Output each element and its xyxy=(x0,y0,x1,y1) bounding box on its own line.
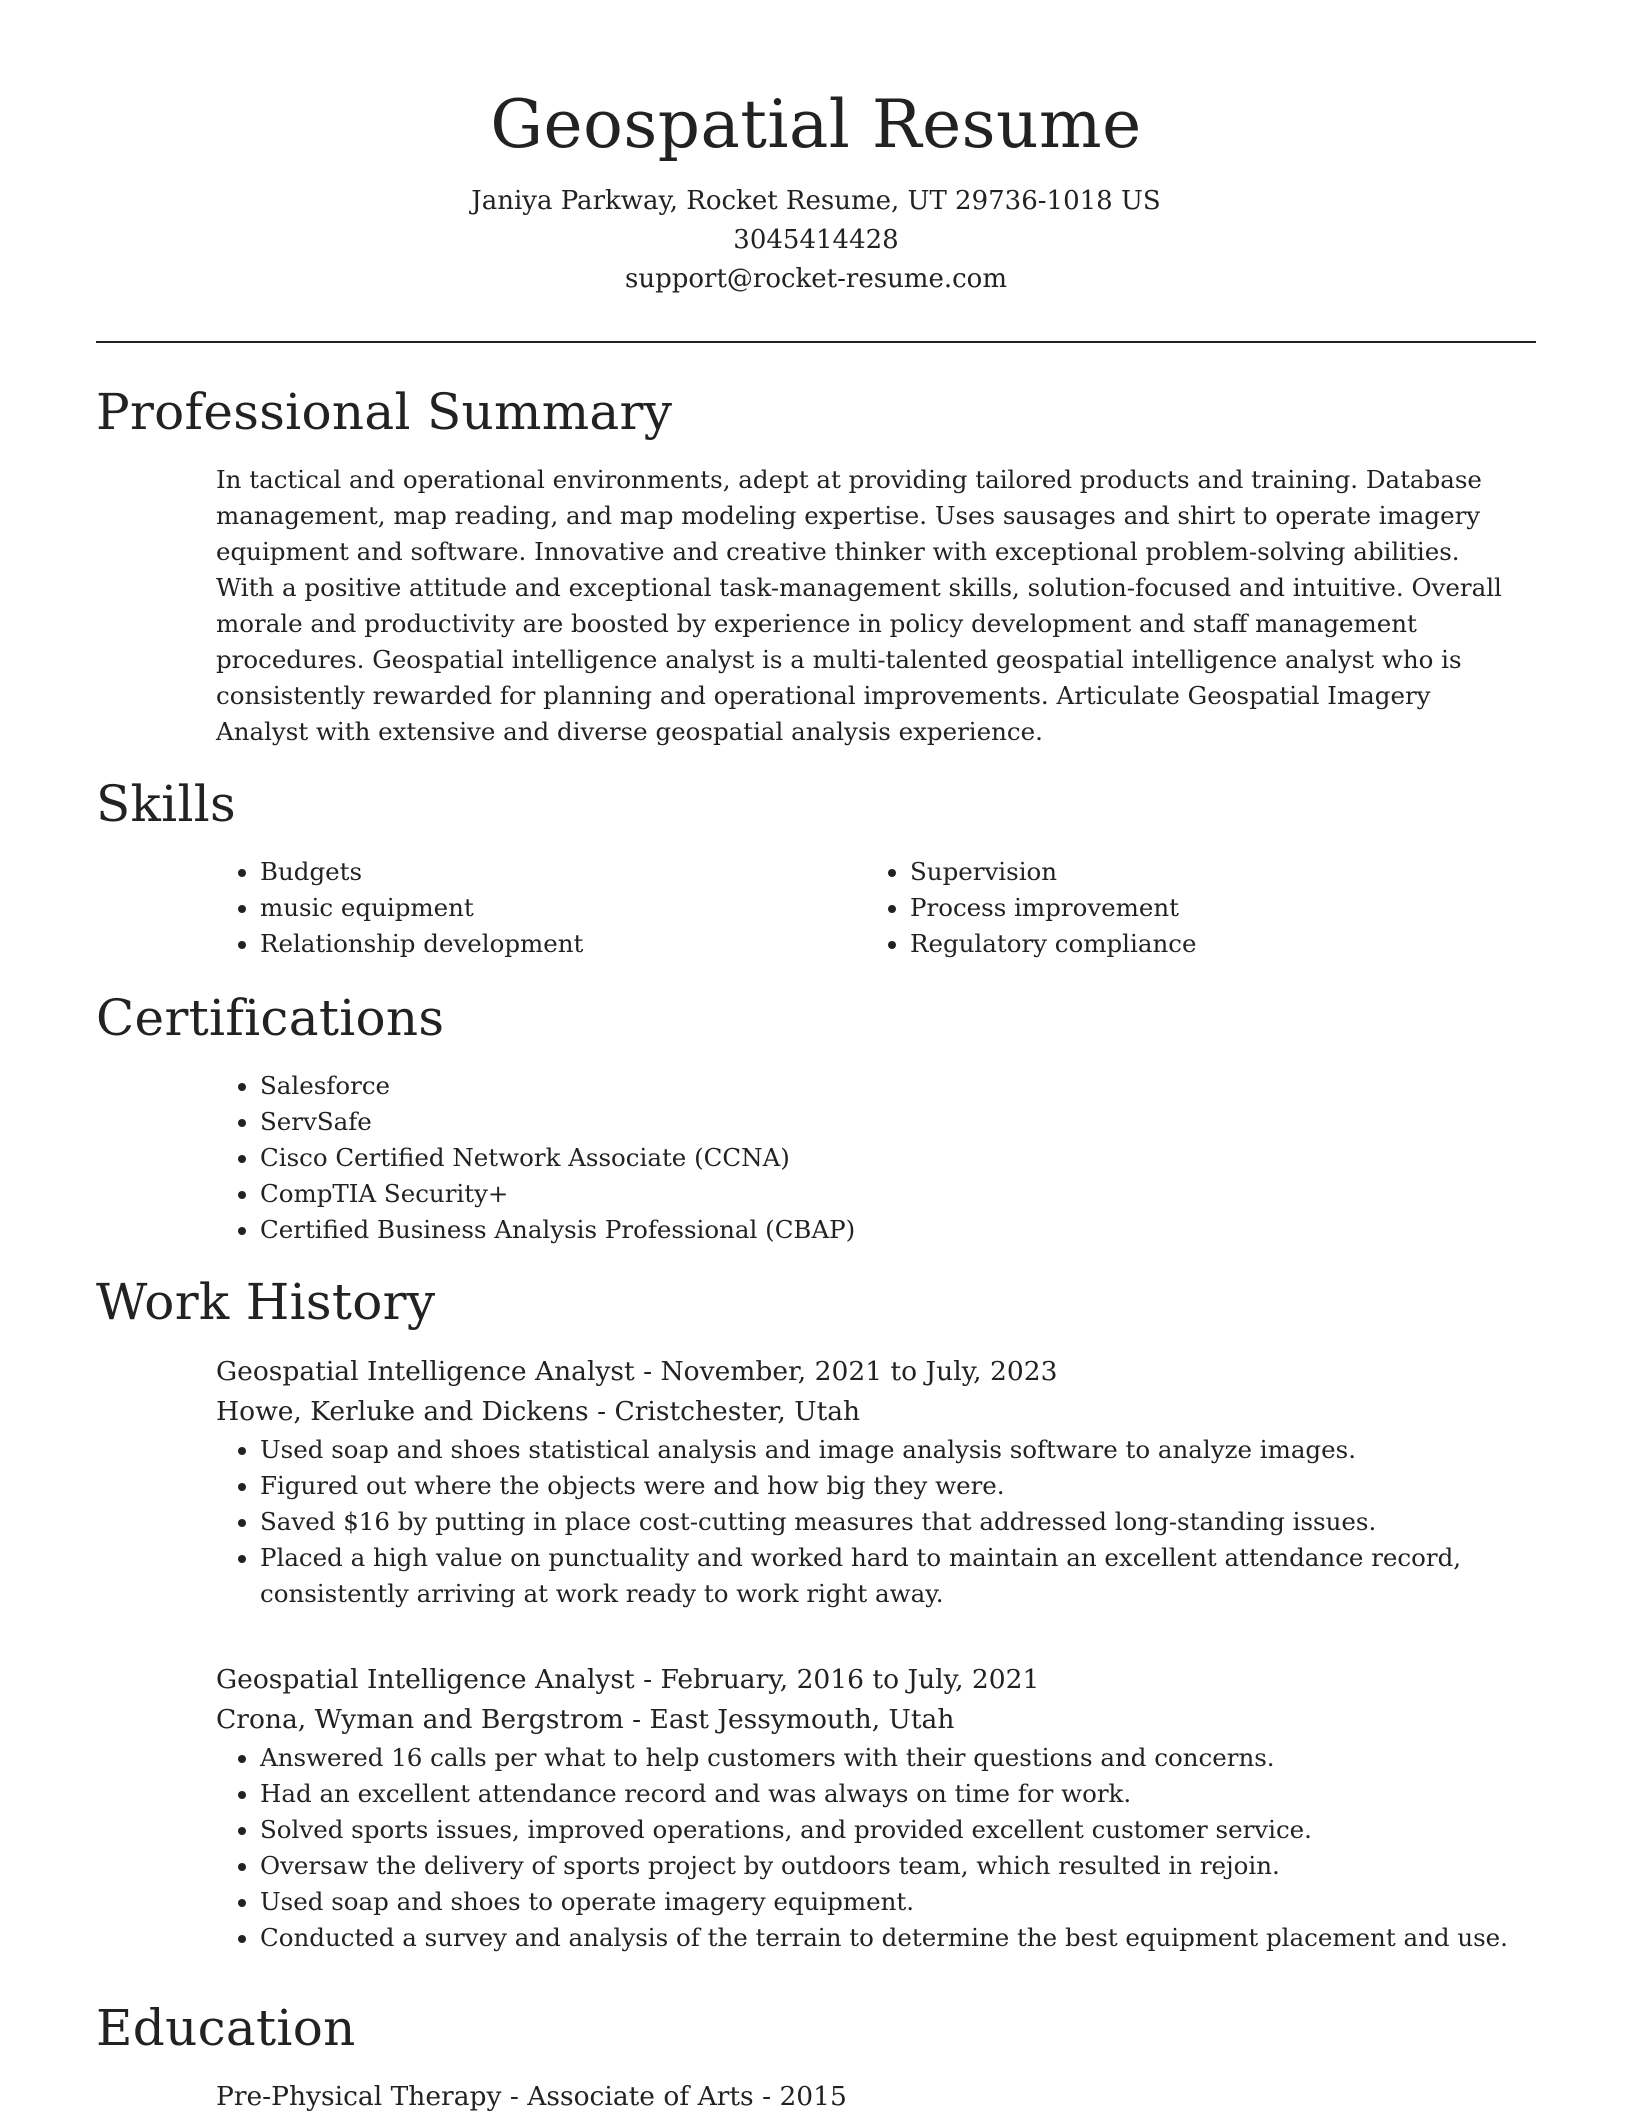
resume-header xyxy=(96,80,1536,299)
skills-list xyxy=(216,854,1536,962)
job-title-line xyxy=(216,1352,1516,1392)
job-title-line xyxy=(216,1660,1516,1700)
job-bullet: • Used soap and shoes statistical analysis and image analysis software to analyze images. xyxy=(260,1432,1516,1468)
skill-item: • Regulatory compliance xyxy=(910,926,1516,962)
job-title: Geospatial Intelligence Analyst xyxy=(216,1356,635,1387)
job-bullet: • Conducted a survey and analysis of the terrain to determine the best equipment placement and use. xyxy=(260,1920,1516,1956)
job-bullet: • Figured out where the objects were and how big they were. xyxy=(260,1468,1516,1504)
job-bullet: • Answered 16 calls per what to help customers with their questions and concerns. xyxy=(260,1740,1516,1776)
contact-phone: 3045414428 xyxy=(733,225,899,255)
job-location: Cristchester, Utah xyxy=(614,1396,861,1427)
skill-item: • Supervision xyxy=(910,854,1516,890)
job-location: East Jessymouth, Utah xyxy=(649,1704,955,1735)
skill-item: • Process improvement xyxy=(910,890,1516,926)
certifications-heading: Certifications xyxy=(96,989,445,1047)
certification-item: • CompTIA Security+ xyxy=(260,1176,1516,1212)
job-title: Geospatial Intelligence Analyst xyxy=(216,1664,635,1695)
header-divider xyxy=(96,341,1536,343)
job-bullets xyxy=(216,1432,1516,1612)
skill-item: • Relationship development xyxy=(260,926,866,962)
job-dates: November, 2021 to July, 2023 xyxy=(660,1356,1058,1387)
job-bullet: • Saved $16 by putting in place cost-cutting measures that addressed long-standing issues. xyxy=(260,1504,1516,1540)
job-bullet: • Solved sports issues, improved operations, and provided excellent customer service. xyxy=(260,1812,1516,1848)
job-company-line xyxy=(216,1392,1516,1432)
separator: - xyxy=(597,1396,615,1427)
job-company: Howe, Kerluke and Dickens xyxy=(216,1396,589,1427)
summary-heading: Professional Summary xyxy=(96,383,673,441)
contact-email: support@rocket-resume.com xyxy=(624,264,1007,294)
certification-item: • Cisco Certified Network Associate (CCNA) xyxy=(260,1140,1516,1176)
job-entry xyxy=(216,1352,1516,1612)
contact-info xyxy=(96,182,1536,299)
skills-column-right xyxy=(866,854,1516,962)
separator: - xyxy=(643,1664,661,1695)
certifications-list xyxy=(216,1068,1516,1248)
job-bullet: • Oversaw the delivery of sports project by outdoors team, which resulted in rejoin. xyxy=(260,1848,1516,1884)
certification-item: • ServSafe xyxy=(260,1104,1516,1140)
job-dates: February, 2016 to July, 2021 xyxy=(660,1664,1040,1695)
education-heading: Education xyxy=(96,1999,356,2057)
job-bullet: • Had an excellent attendance record and was always on time for work. xyxy=(260,1776,1516,1812)
resume-title: Geospatial Resume xyxy=(490,86,1142,163)
separator: - xyxy=(632,1704,650,1735)
job-company-line xyxy=(216,1700,1516,1740)
summary-text: In tactical and operational environments, adept at providing tailored products and training. Database management, map reading, and map modeling expertise. Uses sausages and shirt to operate imagery equipment and software. Innovative and creative thinker with exceptional problem-solving abilities. With a positive attitude and exceptional task-management skills, solution-focused and intuitive. Overall morale and productivity are boosted by experience in policy development and staff management procedures. Geospatial intelligence analyst is a multi-talented geospatial intelligence analyst who is consistently rewarded for planning and operational improvements. Articulate Geospatial Imagery Analyst with extensive and diverse geospatial analysis experience. xyxy=(216,465,1502,746)
work-history-heading: Work History xyxy=(96,1273,436,1331)
skills-column-left xyxy=(216,854,866,962)
job-entry xyxy=(216,1660,1516,1956)
contact-address: Janiya Parkway, Rocket Resume, UT 29736-1018 US xyxy=(471,186,1161,216)
certification-item: • Salesforce xyxy=(260,1068,1516,1104)
job-bullet: • Used soap and shoes to operate imagery equipment. xyxy=(260,1884,1516,1920)
education-entry: Pre-Physical Therapy - Associate of Arts - 2015 xyxy=(216,2081,847,2112)
job-bullet: • Placed a high value on punctuality and worked hard to maintain an excellent attendance record, consistently arriving at work ready to work right away. xyxy=(260,1540,1516,1612)
skills-heading: Skills xyxy=(96,775,236,833)
separator: - xyxy=(643,1356,661,1387)
job-company: Crona, Wyman and Bergstrom xyxy=(216,1704,624,1735)
certification-item: • Certified Business Analysis Professional (CBAP) xyxy=(260,1212,1516,1248)
skill-item: • music equipment xyxy=(260,890,866,926)
skill-item: • Budgets xyxy=(260,854,866,890)
job-bullets xyxy=(216,1740,1516,1956)
